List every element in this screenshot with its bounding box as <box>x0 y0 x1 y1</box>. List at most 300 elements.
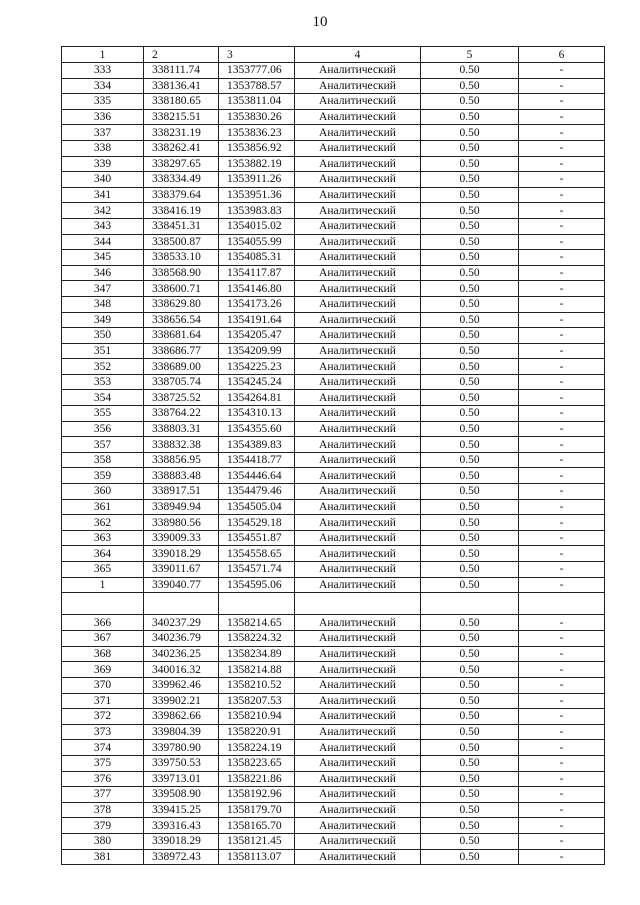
table-row <box>62 203 605 219</box>
point-number-cell: 354 <box>62 390 144 406</box>
method-cell: Аналитический <box>295 662 421 678</box>
table-row <box>62 615 605 631</box>
x-coordinate-cell <box>144 593 219 615</box>
method-cell: Аналитический <box>295 631 421 647</box>
accuracy-cell: 0.50 <box>421 218 519 234</box>
accuracy-cell: 0.50 <box>421 546 519 562</box>
note-cell: - <box>519 63 605 79</box>
table-row <box>62 452 605 468</box>
method-cell: Аналитический <box>295 343 421 359</box>
x-coordinate-cell: 338803.31 <box>144 421 219 437</box>
note-cell: - <box>519 787 605 803</box>
table-row <box>62 740 605 756</box>
table-row <box>62 390 605 406</box>
point-number-cell: 335 <box>62 94 144 110</box>
x-coordinate-cell: 338980.56 <box>144 515 219 531</box>
accuracy-cell: 0.50 <box>421 530 519 546</box>
point-number-cell: 369 <box>62 662 144 678</box>
note-cell: - <box>519 234 605 250</box>
accuracy-cell: 0.50 <box>421 281 519 297</box>
x-coordinate-cell: 339750.53 <box>144 755 219 771</box>
y-coordinate-cell: 1358234.89 <box>219 646 295 662</box>
y-coordinate-cell: 1354479.46 <box>219 484 295 500</box>
x-coordinate-cell: 338629.80 <box>144 296 219 312</box>
table-row <box>62 281 605 297</box>
note-cell: - <box>519 343 605 359</box>
x-coordinate-cell: 339040.77 <box>144 577 219 593</box>
accuracy-cell: 0.50 <box>421 677 519 693</box>
table-row <box>62 343 605 359</box>
method-cell: Аналитический <box>295 677 421 693</box>
accuracy-cell: 0.50 <box>421 421 519 437</box>
x-coordinate-cell: 339018.29 <box>144 546 219 562</box>
table-row <box>62 787 605 803</box>
accuracy-cell: 0.50 <box>421 140 519 156</box>
method-cell: Аналитический <box>295 63 421 79</box>
y-coordinate-cell: 1358214.88 <box>219 662 295 678</box>
accuracy-cell: 0.50 <box>421 484 519 500</box>
point-number-cell: 356 <box>62 421 144 437</box>
accuracy-cell: 0.50 <box>421 78 519 94</box>
point-number-cell: 351 <box>62 343 144 359</box>
note-cell: - <box>519 615 605 631</box>
point-number-cell: 366 <box>62 615 144 631</box>
point-number-cell: 334 <box>62 78 144 94</box>
x-coordinate-cell: 338600.71 <box>144 281 219 297</box>
table-row <box>62 631 605 647</box>
point-number-cell: 368 <box>62 646 144 662</box>
method-cell: Аналитический <box>295 755 421 771</box>
y-coordinate-cell: 1358224.19 <box>219 740 295 756</box>
y-coordinate-cell: 1353811.04 <box>219 94 295 110</box>
y-coordinate-cell: 1358207.53 <box>219 693 295 709</box>
method-cell: Аналитический <box>295 94 421 110</box>
table-row <box>62 140 605 156</box>
method-cell: Аналитический <box>295 771 421 787</box>
note-cell: - <box>519 515 605 531</box>
table-row <box>62 802 605 818</box>
note-cell: - <box>519 452 605 468</box>
method-cell: Аналитический <box>295 187 421 203</box>
table-row <box>62 499 605 515</box>
accuracy-cell: 0.50 <box>421 709 519 725</box>
y-coordinate-cell: 1358165.70 <box>219 818 295 834</box>
table-row <box>62 677 605 693</box>
method-cell: Аналитический <box>295 646 421 662</box>
accuracy-cell: 0.50 <box>421 452 519 468</box>
y-coordinate-cell: 1354191.64 <box>219 312 295 328</box>
x-coordinate-cell: 338297.65 <box>144 156 219 172</box>
accuracy-cell: 0.50 <box>421 172 519 188</box>
y-coordinate-cell: 1354558.65 <box>219 546 295 562</box>
point-number-cell: 349 <box>62 312 144 328</box>
method-cell: Аналитический <box>295 265 421 281</box>
table-row <box>62 265 605 281</box>
y-coordinate-cell: 1354446.64 <box>219 468 295 484</box>
accuracy-cell: 0.50 <box>421 631 519 647</box>
point-number-cell: 360 <box>62 484 144 500</box>
table-row <box>62 94 605 110</box>
y-coordinate-cell: 1358223.65 <box>219 755 295 771</box>
y-coordinate-cell: 1354225.23 <box>219 359 295 375</box>
y-coordinate-cell: 1353856.92 <box>219 140 295 156</box>
accuracy-cell: 0.50 <box>421 693 519 709</box>
table-row <box>62 250 605 266</box>
note-cell: - <box>519 125 605 141</box>
x-coordinate-cell: 338568.90 <box>144 265 219 281</box>
point-number-cell: 1 <box>62 577 144 593</box>
point-number-cell <box>62 593 144 615</box>
accuracy-cell: 0.50 <box>421 646 519 662</box>
y-coordinate-cell: 1354529.18 <box>219 515 295 531</box>
point-number-cell: 359 <box>62 468 144 484</box>
table-row <box>62 530 605 546</box>
note-cell: - <box>519 218 605 234</box>
accuracy-cell: 0.50 <box>421 787 519 803</box>
accuracy-cell: 0.50 <box>421 125 519 141</box>
method-cell: Аналитический <box>295 390 421 406</box>
accuracy-cell: 0.50 <box>421 187 519 203</box>
table-row <box>62 172 605 188</box>
method-cell: Аналитический <box>295 849 421 865</box>
point-number-cell: 364 <box>62 546 144 562</box>
note-cell: - <box>519 771 605 787</box>
column-header: 4 <box>295 47 421 63</box>
y-coordinate-cell: 1358214.65 <box>219 615 295 631</box>
accuracy-cell: 0.50 <box>421 771 519 787</box>
note-cell: - <box>519 833 605 849</box>
method-cell: Аналитический <box>295 437 421 453</box>
point-number-cell: 343 <box>62 218 144 234</box>
table-row <box>62 468 605 484</box>
accuracy-cell: 0.50 <box>421 662 519 678</box>
note-cell: - <box>519 265 605 281</box>
table-row <box>62 359 605 375</box>
method-cell: Аналитический <box>295 296 421 312</box>
x-coordinate-cell: 338180.65 <box>144 94 219 110</box>
x-coordinate-cell: 338111.74 <box>144 63 219 79</box>
accuracy-cell: 0.50 <box>421 802 519 818</box>
table-row <box>62 218 605 234</box>
method-cell: Аналитический <box>295 359 421 375</box>
note-cell: - <box>519 849 605 865</box>
point-number-cell: 345 <box>62 250 144 266</box>
note-cell: - <box>519 693 605 709</box>
x-coordinate-cell: 338764.22 <box>144 406 219 422</box>
y-coordinate-cell: 1353983.83 <box>219 203 295 219</box>
x-coordinate-cell: 339508.90 <box>144 787 219 803</box>
x-coordinate-cell: 338262.41 <box>144 140 219 156</box>
accuracy-cell: 0.50 <box>421 468 519 484</box>
x-coordinate-cell: 338416.19 <box>144 203 219 219</box>
y-coordinate-cell: 1354389.83 <box>219 437 295 453</box>
method-cell: Аналитический <box>295 709 421 725</box>
note-cell: - <box>519 328 605 344</box>
table-row <box>62 693 605 709</box>
x-coordinate-cell: 339902.21 <box>144 693 219 709</box>
point-number-cell: 367 <box>62 631 144 647</box>
point-number-cell: 378 <box>62 802 144 818</box>
table-row <box>62 234 605 250</box>
note-cell <box>519 593 605 615</box>
x-coordinate-cell: 338856.95 <box>144 452 219 468</box>
y-coordinate-cell: 1354205.47 <box>219 328 295 344</box>
table-row <box>62 406 605 422</box>
y-coordinate-cell: 1358220.91 <box>219 724 295 740</box>
note-cell: - <box>519 406 605 422</box>
note-cell: - <box>519 203 605 219</box>
table-row <box>62 515 605 531</box>
note-cell: - <box>519 577 605 593</box>
y-coordinate-cell: 1358179.70 <box>219 802 295 818</box>
point-number-cell: 340 <box>62 172 144 188</box>
note-cell: - <box>519 94 605 110</box>
x-coordinate-cell: 339804.39 <box>144 724 219 740</box>
accuracy-cell: 0.50 <box>421 312 519 328</box>
x-coordinate-cell: 338917.51 <box>144 484 219 500</box>
method-cell: Аналитический <box>295 818 421 834</box>
accuracy-cell: 0.50 <box>421 755 519 771</box>
point-number-cell: 379 <box>62 818 144 834</box>
table-row <box>62 296 605 312</box>
accuracy-cell: 0.50 <box>421 234 519 250</box>
note-cell: - <box>519 312 605 328</box>
table-row <box>62 709 605 725</box>
x-coordinate-cell: 339009.33 <box>144 530 219 546</box>
accuracy-cell: 0.50 <box>421 203 519 219</box>
x-coordinate-cell: 338883.48 <box>144 468 219 484</box>
method-cell: Аналитический <box>295 172 421 188</box>
method-cell: Аналитический <box>295 615 421 631</box>
table-row <box>62 312 605 328</box>
y-coordinate-cell: 1358210.94 <box>219 709 295 725</box>
accuracy-cell: 0.50 <box>421 740 519 756</box>
x-coordinate-cell: 338972.43 <box>144 849 219 865</box>
method-cell: Аналитический <box>295 530 421 546</box>
x-coordinate-cell: 338689.00 <box>144 359 219 375</box>
accuracy-cell: 0.50 <box>421 406 519 422</box>
y-coordinate-cell: 1358121.45 <box>219 833 295 849</box>
method-cell: Аналитический <box>295 802 421 818</box>
x-coordinate-cell: 338686.77 <box>144 343 219 359</box>
table-row <box>62 833 605 849</box>
method-cell: Аналитический <box>295 693 421 709</box>
note-cell: - <box>519 802 605 818</box>
note-cell: - <box>519 724 605 740</box>
y-coordinate-cell: 1358221.86 <box>219 771 295 787</box>
method-cell: Аналитический <box>295 515 421 531</box>
method-cell: Аналитический <box>295 546 421 562</box>
x-coordinate-cell: 338379.64 <box>144 187 219 203</box>
table-row <box>62 546 605 562</box>
method-cell: Аналитический <box>295 109 421 125</box>
y-coordinate-cell: 1354505.04 <box>219 499 295 515</box>
x-coordinate-cell: 338500.87 <box>144 234 219 250</box>
y-coordinate-cell: 1353830.26 <box>219 109 295 125</box>
point-number-cell: 338 <box>62 140 144 156</box>
note-cell: - <box>519 677 605 693</box>
table-row <box>62 724 605 740</box>
y-coordinate-cell: 1354310.13 <box>219 406 295 422</box>
note-cell: - <box>519 530 605 546</box>
accuracy-cell: 0.50 <box>421 833 519 849</box>
table-row <box>62 577 605 593</box>
point-number-cell: 381 <box>62 849 144 865</box>
point-number-cell: 362 <box>62 515 144 531</box>
method-cell: Аналитический <box>295 78 421 94</box>
accuracy-cell: 0.50 <box>421 359 519 375</box>
table-header-row <box>62 47 605 63</box>
table-row <box>62 328 605 344</box>
point-number-cell: 344 <box>62 234 144 250</box>
note-cell: - <box>519 172 605 188</box>
y-coordinate-cell: 1358192.96 <box>219 787 295 803</box>
method-cell: Аналитический <box>295 156 421 172</box>
table-row <box>62 125 605 141</box>
accuracy-cell: 0.50 <box>421 437 519 453</box>
accuracy-cell: 0.50 <box>421 250 519 266</box>
method-cell: Аналитический <box>295 328 421 344</box>
x-coordinate-cell: 340236.25 <box>144 646 219 662</box>
method-cell: Аналитический <box>295 468 421 484</box>
note-cell: - <box>519 78 605 94</box>
coordinates-table <box>61 46 605 865</box>
note-cell: - <box>519 546 605 562</box>
method-cell: Аналитический <box>295 281 421 297</box>
table-row <box>62 771 605 787</box>
method-cell: Аналитический <box>295 452 421 468</box>
x-coordinate-cell: 338832.38 <box>144 437 219 453</box>
method-cell <box>295 593 421 615</box>
x-coordinate-cell: 338215.51 <box>144 109 219 125</box>
column-header: 6 <box>519 47 605 63</box>
note-cell: - <box>519 818 605 834</box>
point-number-cell: 350 <box>62 328 144 344</box>
method-cell: Аналитический <box>295 250 421 266</box>
y-coordinate-cell: 1353951.36 <box>219 187 295 203</box>
x-coordinate-cell: 340016.32 <box>144 662 219 678</box>
accuracy-cell: 0.50 <box>421 156 519 172</box>
y-coordinate-cell: 1354173.26 <box>219 296 295 312</box>
method-cell: Аналитический <box>295 833 421 849</box>
accuracy-cell: 0.50 <box>421 724 519 740</box>
x-coordinate-cell: 338725.52 <box>144 390 219 406</box>
method-cell: Аналитический <box>295 234 421 250</box>
accuracy-cell: 0.50 <box>421 328 519 344</box>
note-cell: - <box>519 109 605 125</box>
note-cell: - <box>519 437 605 453</box>
y-coordinate-cell: 1358113.07 <box>219 849 295 865</box>
note-cell: - <box>519 709 605 725</box>
note-cell: - <box>519 187 605 203</box>
x-coordinate-cell: 338656.54 <box>144 312 219 328</box>
y-coordinate-cell: 1354355.60 <box>219 421 295 437</box>
table-row <box>62 849 605 865</box>
x-coordinate-cell: 339713.01 <box>144 771 219 787</box>
note-cell: - <box>519 140 605 156</box>
table-row <box>62 562 605 578</box>
accuracy-cell: 0.50 <box>421 296 519 312</box>
table-row <box>62 662 605 678</box>
y-coordinate-cell: 1353882.19 <box>219 156 295 172</box>
method-cell: Аналитический <box>295 740 421 756</box>
x-coordinate-cell: 338136.41 <box>144 78 219 94</box>
y-coordinate-cell: 1354595.06 <box>219 577 295 593</box>
point-number-cell: 348 <box>62 296 144 312</box>
x-coordinate-cell: 339862.66 <box>144 709 219 725</box>
x-coordinate-cell: 340237.29 <box>144 615 219 631</box>
note-cell: - <box>519 484 605 500</box>
x-coordinate-cell: 338231.19 <box>144 125 219 141</box>
y-coordinate-cell: 1354015.02 <box>219 218 295 234</box>
method-cell: Аналитический <box>295 203 421 219</box>
y-coordinate-cell: 1354571.74 <box>219 562 295 578</box>
point-number-cell: 352 <box>62 359 144 375</box>
note-cell: - <box>519 662 605 678</box>
y-coordinate-cell: 1354418.77 <box>219 452 295 468</box>
method-cell: Аналитический <box>295 421 421 437</box>
x-coordinate-cell: 338949.94 <box>144 499 219 515</box>
note-cell: - <box>519 562 605 578</box>
point-number-cell: 346 <box>62 265 144 281</box>
x-coordinate-cell: 339018.29 <box>144 833 219 849</box>
accuracy-cell: 0.50 <box>421 849 519 865</box>
x-coordinate-cell: 338533.10 <box>144 250 219 266</box>
point-number-cell: 361 <box>62 499 144 515</box>
method-cell: Аналитический <box>295 787 421 803</box>
y-coordinate-cell: 1354085.31 <box>219 250 295 266</box>
y-coordinate-cell: 1353777.06 <box>219 63 295 79</box>
y-coordinate-cell: 1354209.99 <box>219 343 295 359</box>
x-coordinate-cell: 338451.31 <box>144 218 219 234</box>
y-coordinate-cell: 1354264.81 <box>219 390 295 406</box>
table-row <box>62 437 605 453</box>
accuracy-cell: 0.50 <box>421 515 519 531</box>
table-row <box>62 646 605 662</box>
point-number-cell: 342 <box>62 203 144 219</box>
page-number: 10 <box>312 14 328 30</box>
method-cell: Аналитический <box>295 499 421 515</box>
x-coordinate-cell: 339780.90 <box>144 740 219 756</box>
x-coordinate-cell: 338334.49 <box>144 172 219 188</box>
point-number-cell: 341 <box>62 187 144 203</box>
x-coordinate-cell: 338705.74 <box>144 374 219 390</box>
x-coordinate-cell: 339415.25 <box>144 802 219 818</box>
point-number-cell: 374 <box>62 740 144 756</box>
table-row <box>62 755 605 771</box>
accuracy-cell: 0.50 <box>421 94 519 110</box>
method-cell: Аналитический <box>295 218 421 234</box>
accuracy-cell: 0.50 <box>421 615 519 631</box>
point-number-cell: 337 <box>62 125 144 141</box>
point-number-cell: 358 <box>62 452 144 468</box>
separator-row <box>62 593 605 615</box>
x-coordinate-cell: 339962.46 <box>144 677 219 693</box>
accuracy-cell: 0.50 <box>421 109 519 125</box>
y-coordinate-cell: 1358210.52 <box>219 677 295 693</box>
method-cell: Аналитический <box>295 562 421 578</box>
accuracy-cell: 0.50 <box>421 390 519 406</box>
y-coordinate-cell: 1354245.24 <box>219 374 295 390</box>
y-coordinate-cell: 1354055.99 <box>219 234 295 250</box>
point-number-cell: 370 <box>62 677 144 693</box>
note-cell: - <box>519 740 605 756</box>
accuracy-cell: 0.50 <box>421 343 519 359</box>
accuracy-cell: 0.50 <box>421 577 519 593</box>
accuracy-cell: 0.50 <box>421 499 519 515</box>
x-coordinate-cell: 339011.67 <box>144 562 219 578</box>
method-cell: Аналитический <box>295 374 421 390</box>
